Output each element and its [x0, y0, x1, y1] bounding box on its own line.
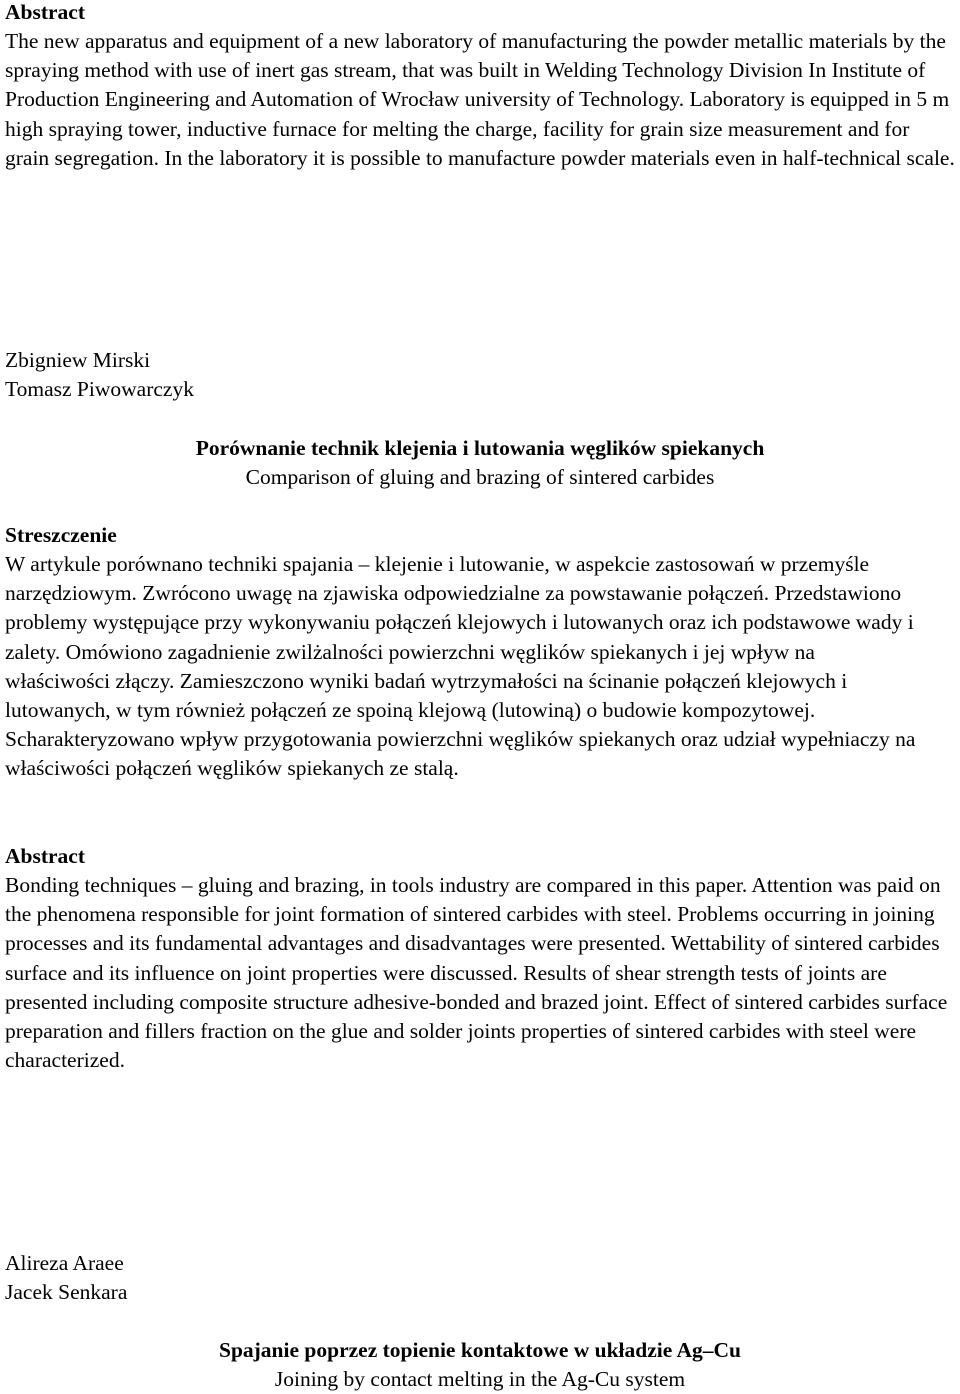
article-title-english-2: Joining by contact melting in the Ag-Cu system — [274, 1367, 686, 1391]
author-2: Tomasz Piwowarczyk — [5, 377, 194, 401]
abstract-text-1: The new apparatus and equipment of a new laboratory of manufacturing the powder metallic materials by the spraying method with use of inert gas stream, that was built in Welding Technology Division In Institute of Production Engineering and Automation of Wrocław university of Technology. Laboratory is equipped in 5 m high spraying tower, inductive furnace for melting the charge, facility for grain size measurement and for grain segregation. In the laboratory it is possible to manufacture powder materials even in half-technical scale. — [5, 29, 955, 170]
author-1: Zbigniew Mirski — [5, 348, 151, 372]
abstract-text-2: Bonding techniques – gluing and brazing, in tools industry are compared in this paper. Attention was paid on the phenomena responsible for joint formation of sintered carbides with steel. Problems occurring in joining processes and its fundamental advantages and disadvantages were presented. Wettability of sintered carbides surface and its influence on joint properties were discussed. Results of shear strength tests of joints are presented including composite structure adhesive-bonded and brazed joint. Effect of sintered carbides surface preparation and fillers fraction on the glue and solder joints properties of sintered carbides with steel were characterized. — [5, 873, 948, 1073]
article-title-english: Comparison of gluing and brazing of sintered carbides — [245, 465, 715, 489]
author-3: Alireza Araee — [5, 1251, 124, 1275]
article-title-polish: Porównanie technik klejenia i lutowania węglików spiekanych — [195, 436, 765, 460]
summary-heading: Streszczenie — [5, 523, 117, 547]
article-title-polish-2: Spajanie poprzez topienie kontaktowe w układzie Ag–Cu — [218, 1338, 741, 1362]
abstract-heading-1: Abstract — [5, 0, 86, 24]
summary-text: W artykule porównano techniki spajania – klejenie i lutowanie, w aspekcie zastosowań w przemyśle narzędziowym. Zwrócono uwagę na zjawiska odpowiedzialne za powstawanie połączeń. Przedstawiono problemy występujące przy wykonywaniu połączeń klejowych i lutowanych oraz ich podstawowe wady i zalety. Omówiono zagadnienie zwilżalności powierzchni węglików spiekanych i jej wpływ na właściwości złączy. Zamieszczono wyniki badań wytrzymałości na ścinanie połączeń klejowych i lutowanych, w tym również połączeń ze spoiną klejową (lutowiną) o budowie kompozytowej. Scharakteryzowano wpływ przygotowania powierzchni węglików spiekanych oraz udział wypełniaczy na właściwości połączeń węglików spiekanych ze stalą. — [5, 552, 916, 781]
author-4: Jacek Senkara — [5, 1280, 128, 1304]
abstract-heading-2: Abstract — [5, 844, 86, 868]
